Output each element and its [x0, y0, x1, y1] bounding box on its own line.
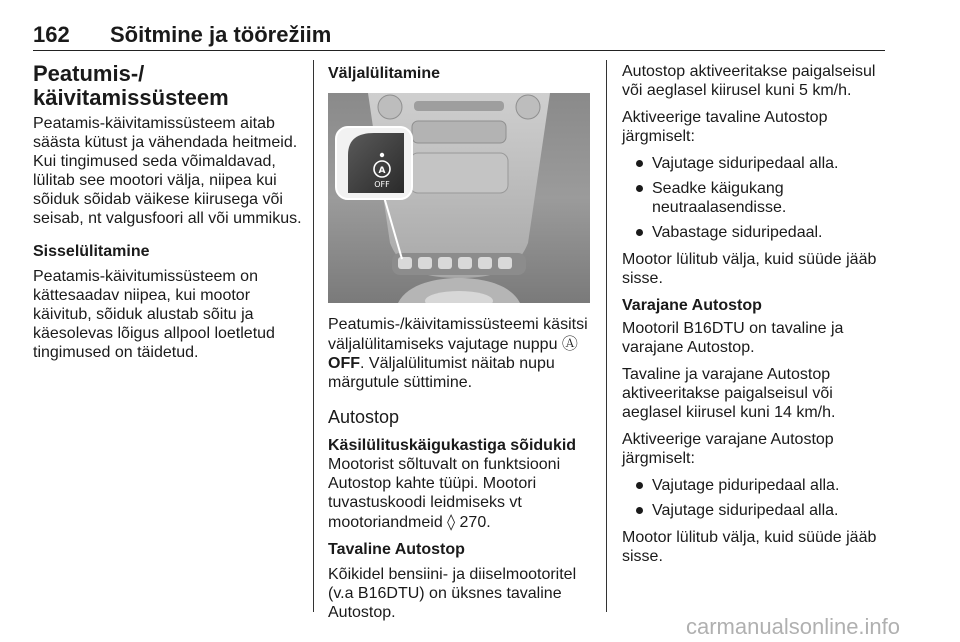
intro-paragraph: Peatamis-käivitamissüsteem aitab säästa kütust ja vähendada heitmeid. Kui tingimused seda võimaldavad, lülitab see mootori välja, niipea kui sõiduk sõidab väikese kiirusega või seisab, nt valgusfoori all või ummikus.: [33, 115, 302, 227]
normal-autostop-paragraph: Kõikidel bensiini- ja diiselmootoritel (v.a B16DTU) on üksnes tavaline Autostop.: [328, 566, 577, 621]
off-label: OFF: [328, 355, 360, 372]
svg-text:A: A: [378, 166, 386, 176]
early-autostop-instruction: Aktiveerige varajane Autostop järgmiselt:: [622, 431, 834, 467]
figure-off-label: OFF: [374, 180, 390, 189]
list-item: Vabastage siduripedaal.: [622, 223, 886, 242]
column-divider-1: [313, 60, 314, 612]
list-item: Vajutage siduripedaal alla.: [622, 501, 886, 520]
cross-reference-icon: ◊: [447, 512, 456, 531]
early-autostop-steps: [622, 476, 886, 520]
column-3: [622, 62, 886, 574]
autostop-title: Autostop: [328, 407, 400, 427]
normal-autostop-title: Tavaline Autostop: [328, 541, 465, 558]
manual-gearbox-title: Käsilülituskäigukastiga sõidukid: [328, 437, 577, 454]
section-title-line1: Peatumis-/: [33, 61, 145, 86]
cross-reference-page: 270.: [455, 514, 491, 531]
normal-autostop-steps: [622, 154, 886, 242]
column-1: [33, 62, 305, 370]
activation-speed-paragraph: Autostop aktiveeritakse paigalseisul või aeglasel kiirusel kuni 5 km/h.: [622, 63, 876, 99]
engine-types-paragraph: Mootoril B16DTU on tavaline ja varajane Autostop.: [622, 320, 844, 356]
manual-gearbox-text: Mootorist sõltuvalt on funktsiooni Autostop kahte tüüpi. Mootori tuvastuskoodi leidmiseks vt mootoriandmeid: [328, 456, 561, 531]
page-header: [33, 22, 885, 51]
engine-off-paragraph-2: Mootor lülitub välja, kuid süüde jääb sisse.: [622, 529, 877, 565]
engine-off-paragraph-1: Mootor lülitub välja, kuid süüde jääb sisse.: [622, 251, 877, 287]
deactivation-caption: [328, 315, 590, 392]
early-autostop-title: Varajane Autostop: [622, 297, 762, 314]
list-item: Vajutage siduripedaal alla.: [622, 154, 886, 173]
column-divider-2: [606, 60, 607, 612]
watermark: carmanualsonline.info: [686, 614, 901, 639]
caption-part2: . Väljalülitumist näitab nupu märgutule süttimine.: [328, 355, 555, 391]
list-item: Seadke käigukang neutraalasendisse.: [622, 179, 886, 217]
autostop-off-icon-inline: Ⓐ: [561, 334, 578, 353]
activation-title: Sisselülitamine: [33, 243, 150, 260]
console-figure: [328, 93, 590, 303]
running-title: Sõitmine ja töörežiim: [110, 22, 332, 47]
manual-gearbox-paragraph: [328, 455, 590, 532]
section-title-line2: käivitamissüsteem: [33, 85, 229, 110]
normal-autostop-instruction: Aktiveerige tavaline Autostop järgmiselt:: [622, 109, 828, 145]
section-title: [33, 62, 305, 110]
list-item: Vajutage piduripedaal alla.: [622, 476, 886, 495]
page-number: 162: [33, 22, 70, 47]
column-2: [328, 62, 590, 630]
early-speed-paragraph: Tavaline ja varajane Autostop aktiveeritakse paigalseisul või aeglasel kiirusel kuni 14 km/h.: [622, 366, 836, 421]
caption-part1: Peatumis-/käivitamissüsteemi käsitsi väljalülitamiseks vajutage nuppu: [328, 316, 588, 353]
activation-paragraph: Peatamis-käivitumissüsteem on kättesaadav niipea, kui mootor käivitub, sõiduk alustab sõitu ja käesolevas lõigus allpool loetletud tingimused on täidetud.: [33, 268, 275, 361]
deactivation-title: Väljalülitamine: [328, 65, 441, 82]
